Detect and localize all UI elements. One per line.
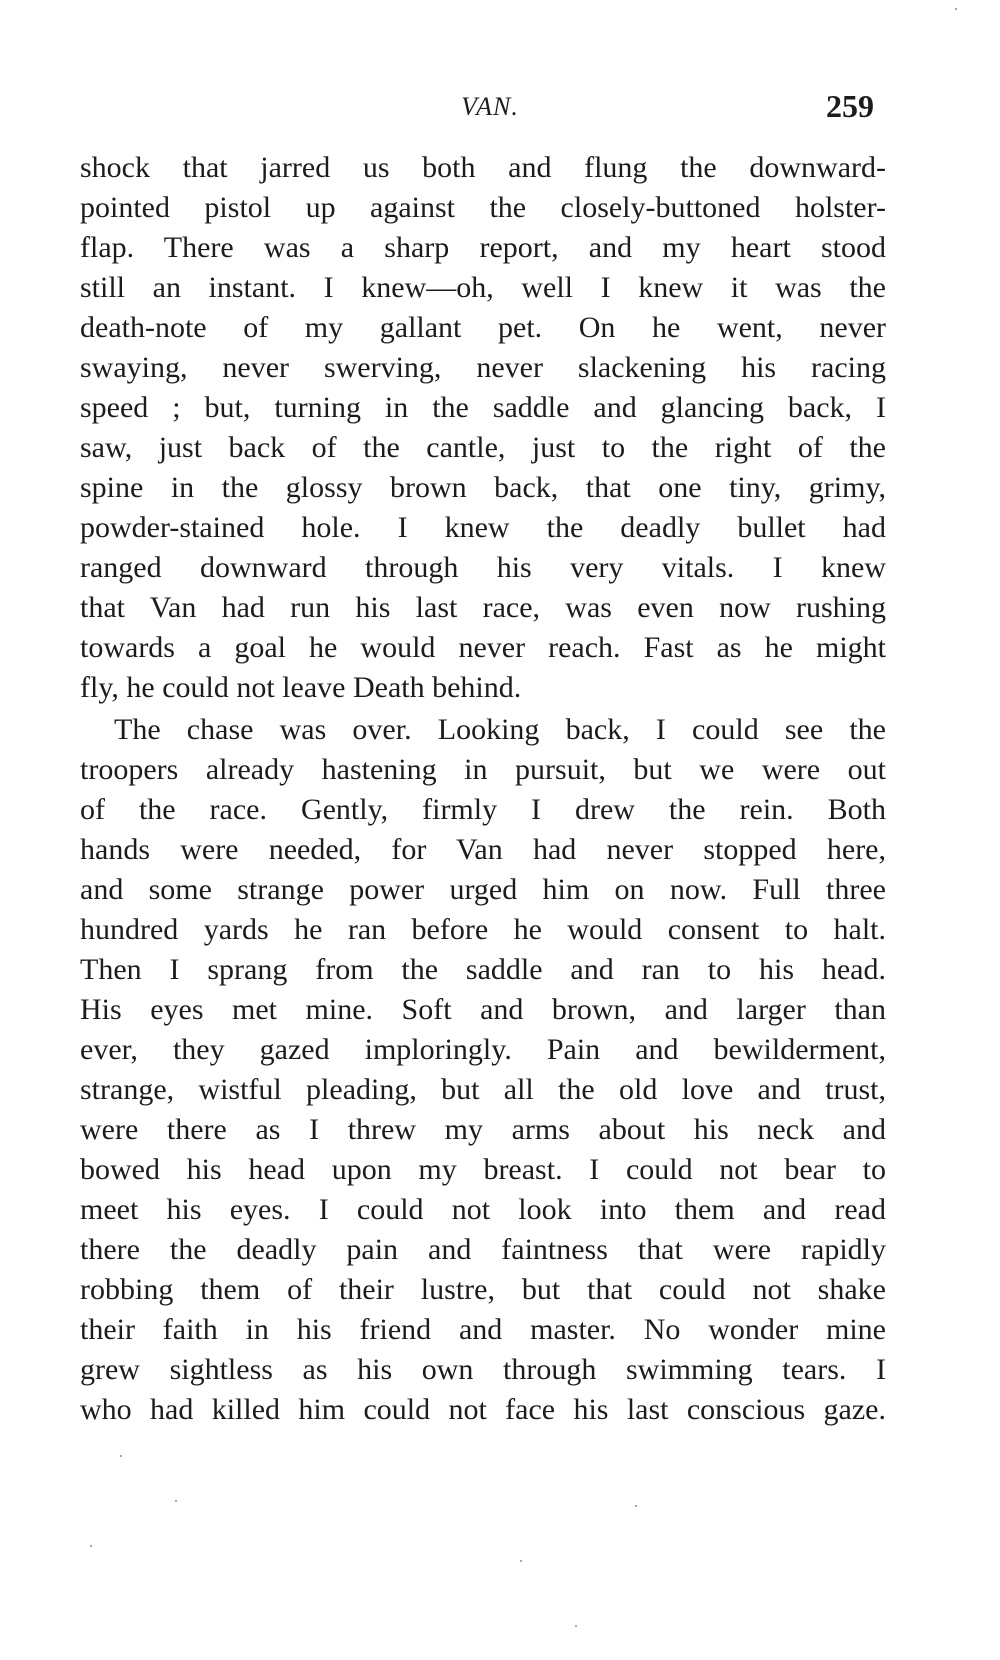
paper-speck [520, 1560, 522, 1562]
text-line: powder-stained hole. I knew the deadly bullet had [80, 511, 886, 544]
text-line: The chase was over. Looking back, I could see the [114, 713, 886, 746]
text-line: bowed his head upon my breast. I could not bear to [80, 1153, 886, 1186]
text-line: pointed pistol up against the closely-buttoned holster- [80, 191, 886, 224]
text-line: that Van had run his last race, was even now rushing [80, 591, 886, 624]
body-text [80, 148, 886, 1430]
text-line: who had killed him could not face his last conscious gaze. [80, 1393, 886, 1426]
paper-speck [175, 1500, 177, 1502]
text-line: ranged downward through his very vitals. I knew [80, 551, 886, 584]
paper-speck [575, 1625, 577, 1627]
paper-speck [90, 1545, 92, 1547]
text-line: their faith in his friend and master. No wonder mine [80, 1313, 886, 1346]
text-line: hundred yards he ran before he would consent to halt. [80, 913, 886, 946]
text-line: grew sightless as his own through swimming tears. I [80, 1353, 886, 1386]
page-number: 259 [826, 88, 874, 124]
text-line: hands were needed, for Van had never stopped here, [80, 833, 886, 866]
text-line: speed ; but, turning in the saddle and glancing back, I [80, 391, 886, 424]
paper-speck [120, 1455, 122, 1457]
text-line: were there as I threw my arms about his neck and [80, 1113, 886, 1146]
text-line: swaying, never swerving, never slackening his racing [80, 351, 886, 384]
text-line: saw, just back of the cantle, just to the right of the [80, 431, 886, 464]
text-line: still an instant. I knew—oh, well I knew it was the [80, 271, 886, 304]
text-line: and some strange power urged him on now. Full three [80, 873, 886, 906]
text-line: troopers already hastening in pursuit, but we were out [80, 753, 886, 786]
paper-speck [635, 1505, 637, 1507]
text-line: ever, they gazed imploringly. Pain and bewilderment, [80, 1033, 886, 1066]
text-line: there the deadly pain and faintness that were rapidly [80, 1233, 886, 1266]
text-line: towards a goal he would never reach. Fast as he might [80, 631, 886, 664]
paper-speck [955, 8, 957, 10]
text-line: spine in the glossy brown back, that one tiny, grimy, [80, 471, 886, 504]
text-line: strange, wistful pleading, but all the old love and trust, [80, 1073, 886, 1106]
text-line: His eyes met mine. Soft and brown, and larger than [80, 993, 886, 1026]
text-line: robbing them of their lustre, but that could not shake [80, 1273, 886, 1306]
running-title: VAN. [461, 92, 519, 121]
text-line: death-note of my gallant pet. On he went, never [80, 311, 886, 344]
text-line: of the race. Gently, firmly I drew the rein. Both [80, 793, 886, 826]
text-line: shock that jarred us both and flung the downward- [80, 151, 886, 184]
paragraph-2 [80, 710, 886, 1430]
text-line: meet his eyes. I could not look into them and read [80, 1193, 886, 1226]
text-line: Then I sprang from the saddle and ran to his head. [80, 953, 886, 986]
text-line: fly, he could not leave Death behind. [80, 671, 522, 704]
paragraph-1 [80, 148, 886, 708]
text-line: flap. There was a sharp report, and my heart stood [80, 231, 886, 264]
